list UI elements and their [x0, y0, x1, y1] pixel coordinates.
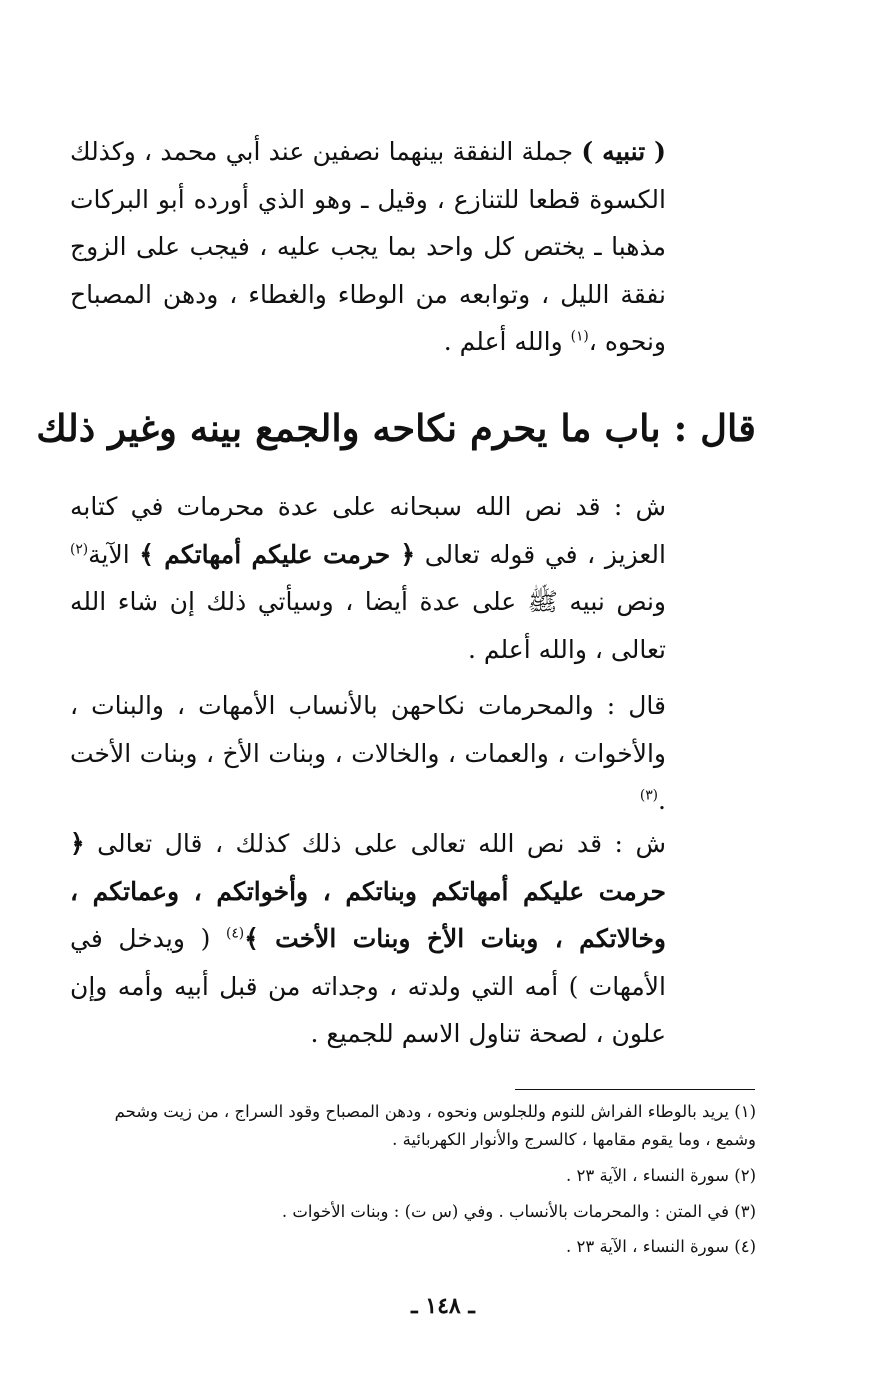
quran-quote-2: ﴿ حرمت عليكم أمهاتكم وبناتكم ، وأخواتكم ، وعماتكم ، وخالاتكم ، وبنات الأخ وبنات الأخت ﴾ — [70, 829, 666, 953]
tanbih-closing: والله أعلم . — [443, 327, 571, 356]
paragraph-matn — [70, 682, 666, 825]
tanbih-label: ( تنبيه ) — [581, 137, 666, 166]
footnote-ref-1: (١) — [570, 328, 589, 345]
tanbih-text: جملة النفقة بينهما نصفين عند أبي محمد ، وكذلك الكسوة قطعا للتنازع ، وقيل ـ وهو الذي أورده أبو البركات مذهبا ـ يختص كل واحد بما يجب عليه ، فيجب على الزوج نفقة الليل ، وتوابعه من الوطاء والغطاء ، ودهن المصباح ونحوه ، — [70, 137, 666, 356]
page-number: ـ ١٤٨ ـ — [411, 1293, 475, 1319]
footnote-separator — [515, 1089, 755, 1090]
footnote-2: (٢) سورة النساء ، الآية ٢٣ . — [565, 1166, 756, 1185]
footnote-ref-4: (٤) — [225, 925, 245, 942]
chapter-heading: قال : باب ما يحرم نكاحه والجمع بينه وغير ذلك — [36, 406, 756, 450]
paragraph-commentary-1 — [70, 483, 666, 673]
paragraph-tanbih — [70, 128, 666, 366]
footnote-1: (١) يريد بالوطاء الفراش للنوم وللجلوس ونحوه ، ودهن المصباح وقود السراج ، من زيت وشحم وشمع ، وما يقوم مقامها ، كالسرج والأنوار الكهربائية . — [114, 1102, 756, 1149]
quran-quote-1: ﴿ حرمت عليكم أمهاتكم ﴾ — [139, 539, 416, 569]
footnote-ref-3: (٣) — [639, 787, 659, 804]
commentary-1-text-c: ونص نبيه ﷺ على عدة أيضا ، وسيأتي ذلك إن شاء الله تعالى ، والله أعلم . — [70, 587, 666, 664]
commentary-2-text-b: ( ويدخل في الأمهات ) أمه التي ولدته ، وجداته من قبل أبيه وأمه وإن علون ، لصحة تناول الاسم للجميع . — [70, 924, 666, 1048]
commentary-1-text-b: الآية — [88, 539, 140, 569]
footnote-4: (٤) سورة النساء ، الآية ٢٣ . — [565, 1237, 756, 1256]
commentary-1-text-a: ش : قد نص الله سبحانه على عدة محرمات في كتابه العزيز ، في قوله تعالى — [70, 492, 666, 569]
matn-text: قال : والمحرمات نكاحهن بالأنساب الأمهات ، والبنات ، والأخوات ، والعمات ، والخالات ، وبنات الأخ ، وبنات الأخت . — [70, 691, 666, 815]
footnote-ref-2: (٢) — [70, 541, 89, 558]
paragraph-commentary-2 — [70, 820, 666, 1058]
footnote-3: (٣) في المتن : والمحرمات بالأنساب . وفي (س ت) : وبنات الأخوات . — [281, 1202, 756, 1221]
commentary-2-text-a: ش : قد نص الله تعالى على ذلك كذلك ، قال تعالى — [84, 829, 666, 858]
